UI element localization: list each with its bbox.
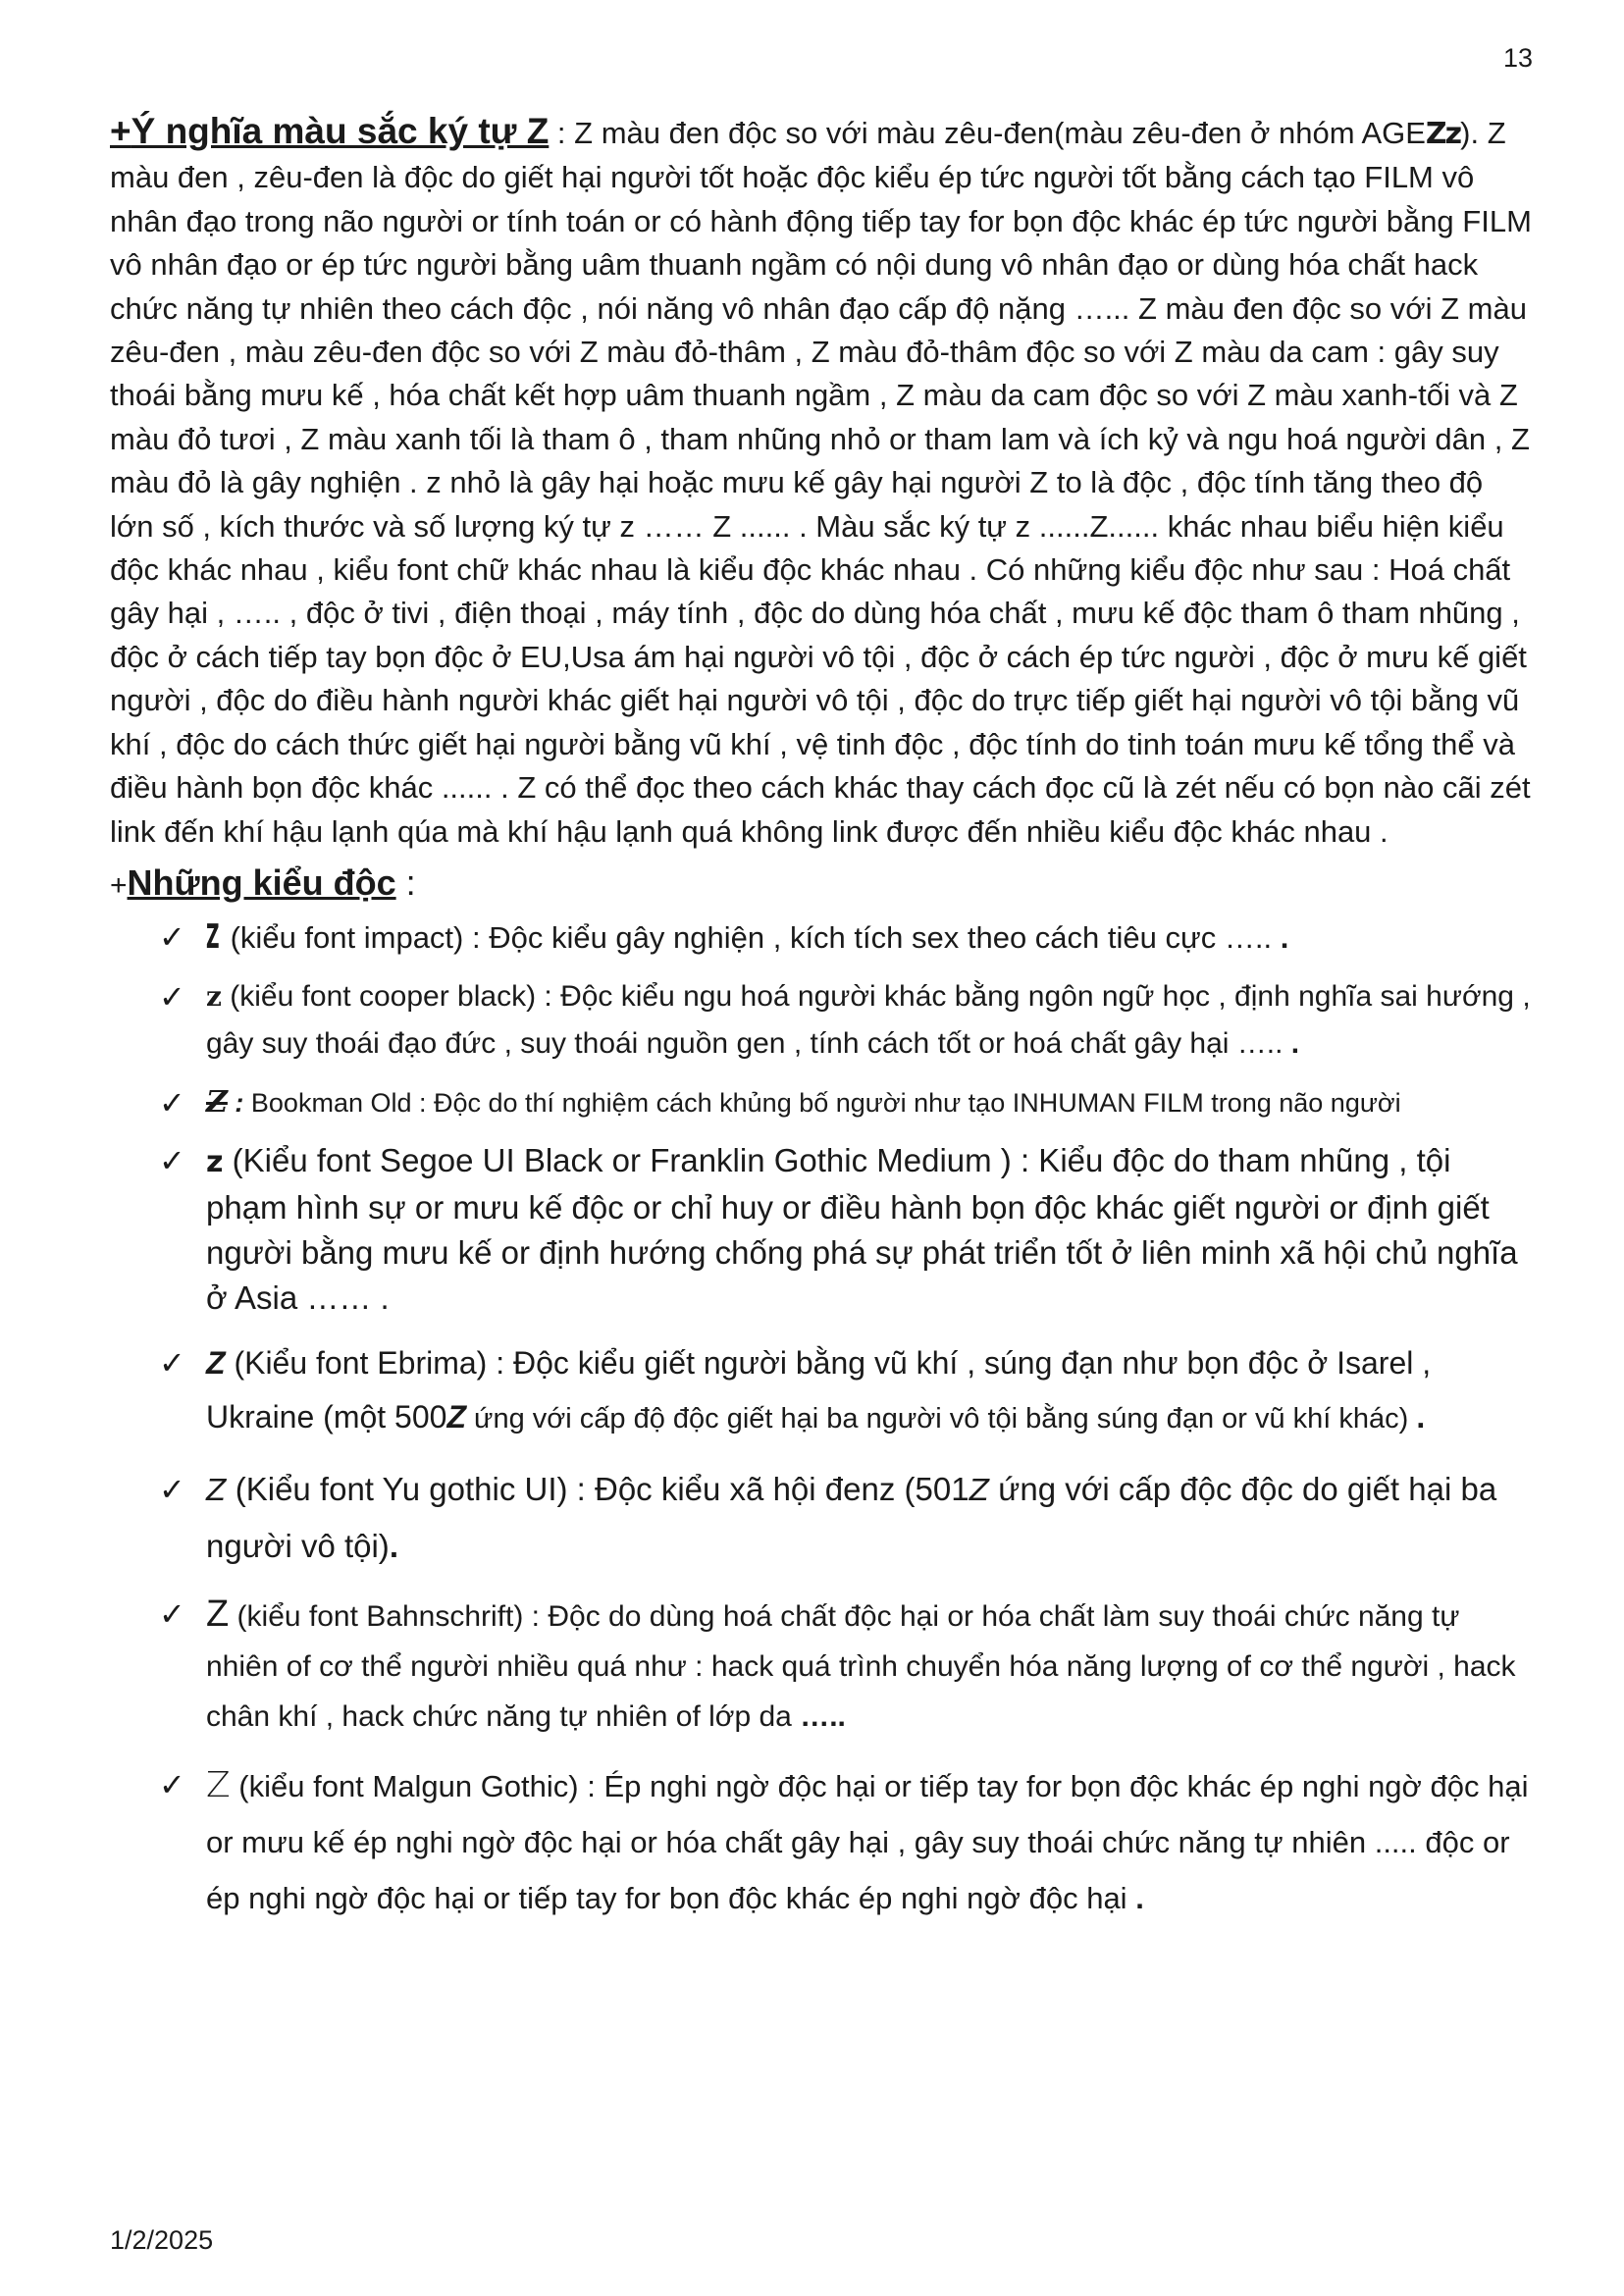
intro-heading-text: Ý nghĩa màu sắc ký tự Z (131, 111, 550, 151)
z-sample-bahnschrift: Z (206, 1592, 230, 1635)
intro-text-1: : Z màu đen độc so với màu zêu-đen(màu zêu-đen ở nhóm AGE (549, 116, 1426, 150)
z-sample-cooper-black: z (206, 979, 222, 1013)
kind-text: (Kiểu font Segoe UI Black or Franklin Gothic Medium ) : Kiểu độc do tham nhũng , tội phạm hình sự or mưu kế độc or chỉ huy or điều hành bọn độc khác giết người or định giết người bằng mưu kế or định hướng chống phá sự phát triển tốt ở liên minh xã hội chủ nghĩa ở Asia …… . (206, 1141, 1518, 1316)
document-body (110, 110, 1533, 1942)
zz-glyph: Zz (1425, 117, 1461, 151)
check-icon: ✓ (159, 1594, 185, 1633)
kind-item-segoe-ui-black (110, 1138, 1533, 1321)
kind-item-yu-gothic-ui (110, 1462, 1533, 1574)
z-sample-impact: Z (206, 916, 220, 957)
kind-end: ….. (800, 1699, 846, 1733)
kind-text-1: (Kiểu font Yu gothic UI) : Độc kiểu xã hội đenz (501 (226, 1470, 969, 1507)
kind-text: (kiểu font Malgun Gothic) : Ép nghi ngờ độc hại or tiếp tay for bọn độc khác ép nghi ngờ độc hại or mưu kế ép nghi ngờ độc hại or hóa chất gây hại , gây suy thoái chức năng tự nhiên ..... độc or ép nghi ngờ độc hại or tiếp tay for bọn độc khác ép nghi ngờ độc hại (206, 1768, 1529, 1915)
kind-end: . (1290, 1026, 1300, 1060)
intro-text-2: ). Z màu đen , zêu-đen là độc do giết hại người tốt hoặc độc kiểu ép tức người tốt bằng cách tạo FILM vô nhân đạo trong não người or tính toán or có hành động tiếp tay for bọn độc khác ép tức người bằng FILM vô nhân đạo or ép tức người bằng uâm thuanh ngầm có nội dung vô nhân đạo or dùng hóa chất hack chức năng tự nhiên theo cách độc , nói năng vô nhân đạo cấp độ nặng …... Z màu đen độc so với Z màu zêu-đen , màu zêu-đen độc so với Z màu đỏ-thâm , Z màu đỏ-thâm độc so với Z màu da cam : gây suy thoái bằng mưu kế , hóa chất kết hợp uâm thuanh ngầm , Z màu da cam độc so với Z màu xanh-tối và Z màu đỏ tươi , Z màu xanh tối là tham ô , tham nhũng nhỏ or tham lam và ích kỷ và ngu hoá người dân , Z màu đỏ là gây nghiện . z nhỏ là gây hại hoặc mưu kế gây hại người Z to là độc , độc tính tăng theo độ lớn số , kích thước và số lượng ký tự z …… Z ...... . Màu sắc ký tự z ......Z...... khác nhau biểu hiện kiểu độc khác nhau , kiểu font chữ khác nhau là kiểu độc khác nhau . Có những kiểu độc như sau : Hoá chất gây hại , ….. , độc ở tivi , điện thoại , máy tính , độc do dùng hóa chất , mưu kế độc tham ô tham nhũng , độc ở cách tiếp tay bọn độc ở EU,Usa ám hại người vô tội , độc ở cách ép tức người , độc ở mưu kế giết người , độc do điều hành người khác giết hại người vô tội , độc do trực tiếp giết hại người vô tội bằng vũ khí , độc do cách thức giết hại người bằng vũ khí , vệ tinh độc , độc tính do tinh toán mưu kế tổng thể và điều hành bọn độc khác ...... . Z có thể đọc theo cách khác thay cách đọc cũ là zét nếu có bọn nào cãi zét link đến khí hậu lạnh qúa mà khí hậu lạnh quá không link được đến nhiều kiểu độc khác nhau . (110, 116, 1532, 849)
check-icon: ✓ (159, 1765, 185, 1803)
z-sample-malgun-gothic: Z (206, 1764, 231, 1805)
kind-text-2: ứng với cấp độc độc do giết hại ba người vô tội) (206, 1470, 1497, 1564)
kind-end: . (1416, 1398, 1426, 1435)
z-sample-ebrima: Z (206, 1344, 226, 1381)
footer-date: 1/2/2025 (110, 2225, 214, 2255)
kind-item-cooper-black (110, 973, 1533, 1068)
check-icon: ✓ (159, 1343, 185, 1382)
kind-separator: : (227, 1087, 251, 1118)
kind-text: (kiểu font cooper black) : Độc kiểu ngu hoá người khác bằng ngôn ngữ học , định nghĩa sai hướng , gây suy thoái đạo đức , suy thoái nguồn gen , tính cách tốt or hoá chất gây hại ….. (206, 979, 1531, 1060)
kinds-plus: + (110, 868, 128, 902)
kind-item-bahnschrift (110, 1590, 1533, 1742)
page-number: 13 (1503, 43, 1534, 73)
kind-item-ebrima (110, 1336, 1533, 1446)
kind-text: (kiểu font Bahnschrift) : Độc do dùng hoá chất độc hại or hóa chất làm suy thoái chức năng tự nhiên of cơ thể người nhiều quá như : hack quá trình chuyển hóa năng lượng of cơ thể người , hack chân khí , hack chức năng tự nhiên of lớp da (206, 1599, 1516, 1733)
kind-text: (kiểu font impact) : Độc kiểu gây nghiện , kích tích sex theo cách tiêu cực ….. (222, 919, 1281, 955)
check-icon: ✓ (159, 1470, 185, 1508)
intro-paragraph (110, 110, 1533, 854)
kind-item-malgun-gothic (110, 1757, 1533, 1926)
kind-item-bookman-old (110, 1083, 1533, 1122)
z-sample-yu-gothic: Z (206, 1473, 227, 1508)
z-sample-bookman-old: Z (206, 1084, 228, 1120)
check-icon: ✓ (159, 977, 185, 1016)
kind-end: . (389, 1527, 398, 1564)
intro-heading (110, 111, 549, 151)
kinds-heading (110, 860, 1533, 910)
kind-text-1: (Kiểu font Ebrima) : Độc kiểu giết người bằng vũ khí , súng đạn như bọn độc ở Isarel , Ukraine (một 500 (206, 1344, 1432, 1435)
check-icon: ✓ (159, 1141, 185, 1179)
kinds-heading-colon: : (395, 861, 416, 903)
kind-end: . (1135, 1880, 1144, 1915)
check-icon: ✓ (159, 1083, 185, 1122)
check-icon: ✓ (159, 917, 185, 956)
kinds-list (110, 917, 1533, 1926)
z-sample-segoe-ui-black: z (206, 1144, 224, 1179)
kind-item-impact (110, 917, 1533, 958)
z-sample-ebrima-inline: Z (446, 1398, 466, 1435)
intro-plus: + (110, 111, 131, 151)
kind-text: Bookman Old : Độc do thí nghiệm cách khủng bố người như tạo INHUMAN FILM trong não người (250, 1087, 1401, 1118)
z-sample-yu-gothic-inline: Z (969, 1473, 990, 1508)
kind-end: . (1280, 919, 1289, 955)
kind-text-2: ứng với cấp độ độc giết hại ba người vô tội bằng súng đạn or vũ khí khác) (465, 1402, 1417, 1435)
kinds-heading-text: Những kiểu độc (127, 861, 396, 903)
